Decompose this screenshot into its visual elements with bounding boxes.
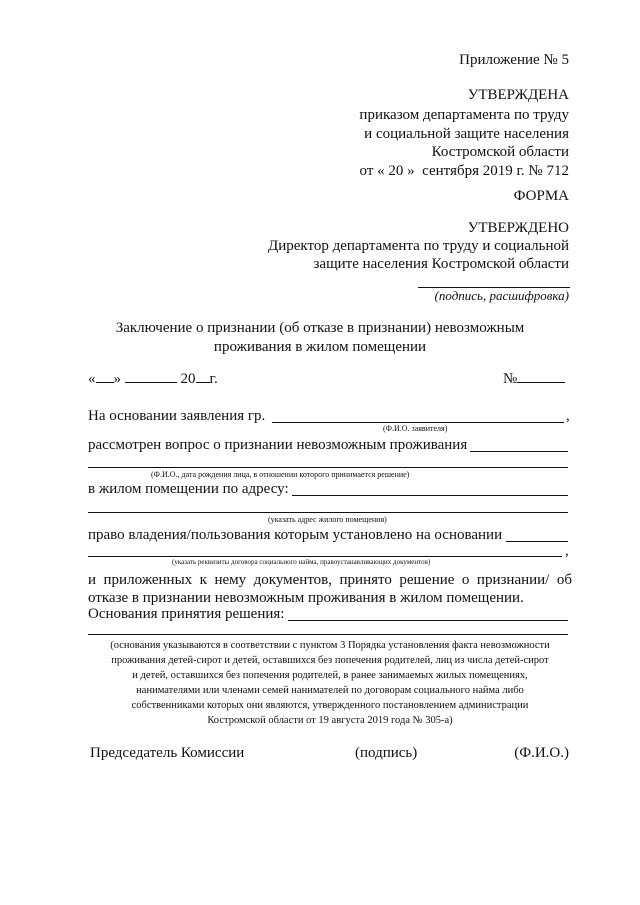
note-line: нанимателями или членами семей нанимателей по договорам социального найма либо	[136, 685, 524, 696]
director-line: защите населения Костромской области	[313, 256, 569, 272]
ownership-blank-2	[88, 556, 562, 557]
person-blank	[88, 467, 568, 468]
applicant-caption: (Ф.И.О. заявителя)	[383, 424, 448, 433]
grounds-blank-2	[88, 634, 568, 635]
note-line: и детей, оставшихся без попечения родителей, в ранее занимаемых жилых помещениях,	[132, 670, 528, 681]
number-sign: №	[503, 371, 518, 387]
number-blank	[517, 370, 565, 383]
order-date-day: от « 20 »	[359, 163, 415, 179]
basis-label: На основании заявления гр.	[88, 408, 266, 424]
note-line: (основания указываются в соответствии с пунктом 3 Порядка установления факта невозможности	[110, 640, 550, 651]
signature-caption: (подпись, расшифровка)	[434, 288, 569, 303]
year-suffix: г.	[209, 371, 218, 387]
day-blank	[96, 370, 114, 383]
document-title-line-2: проживания в жилом помещении	[213, 339, 427, 355]
quote-open: «	[88, 371, 96, 387]
ownership-blank	[506, 541, 568, 542]
grounds-label: Основания принятия решения:	[88, 606, 285, 622]
appendix-number: Приложение № 5	[459, 52, 569, 68]
note-line: проживания детей-сирот и детей, оставшихся без попечения родителей, лиц из числа детей-сирот	[111, 655, 549, 666]
address-blank	[292, 495, 568, 496]
approved-heading-2: УТВЕРЖДЕНО	[467, 220, 569, 236]
grounds-blank	[288, 620, 568, 621]
signature-label: (подпись)	[355, 745, 418, 761]
director-line: Директор департамента по труду и социальной	[267, 238, 569, 254]
ownership-label: право владения/пользования которым установлено на основании	[88, 527, 503, 543]
name-label: (Ф.И.О.)	[514, 745, 569, 761]
document-title: Заключение о признании (об отказе в признании) невозможным	[115, 320, 525, 336]
approved-heading: УТВЕРЖДЕНА	[467, 87, 569, 103]
chairman-label: Председатель Комиссии	[90, 745, 245, 761]
grounds-note	[80, 638, 580, 728]
basis-comma: ,	[566, 408, 570, 424]
month-blank	[125, 370, 177, 383]
considered-label: рассмотрен вопрос о признании невозможным проживания	[88, 437, 468, 453]
year-blank	[196, 370, 210, 383]
order-line: Костромской области	[431, 144, 569, 160]
ownership-comma: ,	[565, 543, 569, 559]
order-date	[360, 163, 569, 180]
ownership-caption: (указать реквизиты договора социального найма, правоустанавливающих документов)	[172, 558, 431, 566]
number-field	[503, 370, 565, 388]
address-blank-2	[88, 512, 568, 513]
decision-line-1: и приложенных к нему документов, принято решение о признании/ об	[88, 572, 572, 588]
considered-blank	[470, 451, 568, 452]
address-label: в жилом помещении по адресу:	[88, 481, 289, 497]
year-prefix: 20	[180, 371, 196, 387]
note-line: собственниками которых они являются, утвержденного постановлением администрации	[131, 700, 529, 711]
person-caption: (Ф.И.О., дата рождения лица, в отношении которого принимается решение)	[151, 470, 410, 479]
order-date-rest: сентября 2019 г. № 712	[422, 163, 569, 179]
form-label: ФОРМА	[513, 188, 569, 204]
address-caption: (указать адрес жилого помещения)	[268, 515, 387, 524]
decision-line-2: отказе в признании невозможным проживания в жилом помещении.	[88, 590, 524, 606]
quote-close: »	[113, 371, 121, 387]
order-line: и социальной защите населения	[364, 126, 569, 142]
order-line: приказом департамента по труду	[359, 107, 569, 123]
date-field	[88, 370, 218, 388]
applicant-blank	[272, 422, 564, 423]
note-line: Костромской области от 19 августа 2019 года № 305-а)	[207, 715, 453, 726]
